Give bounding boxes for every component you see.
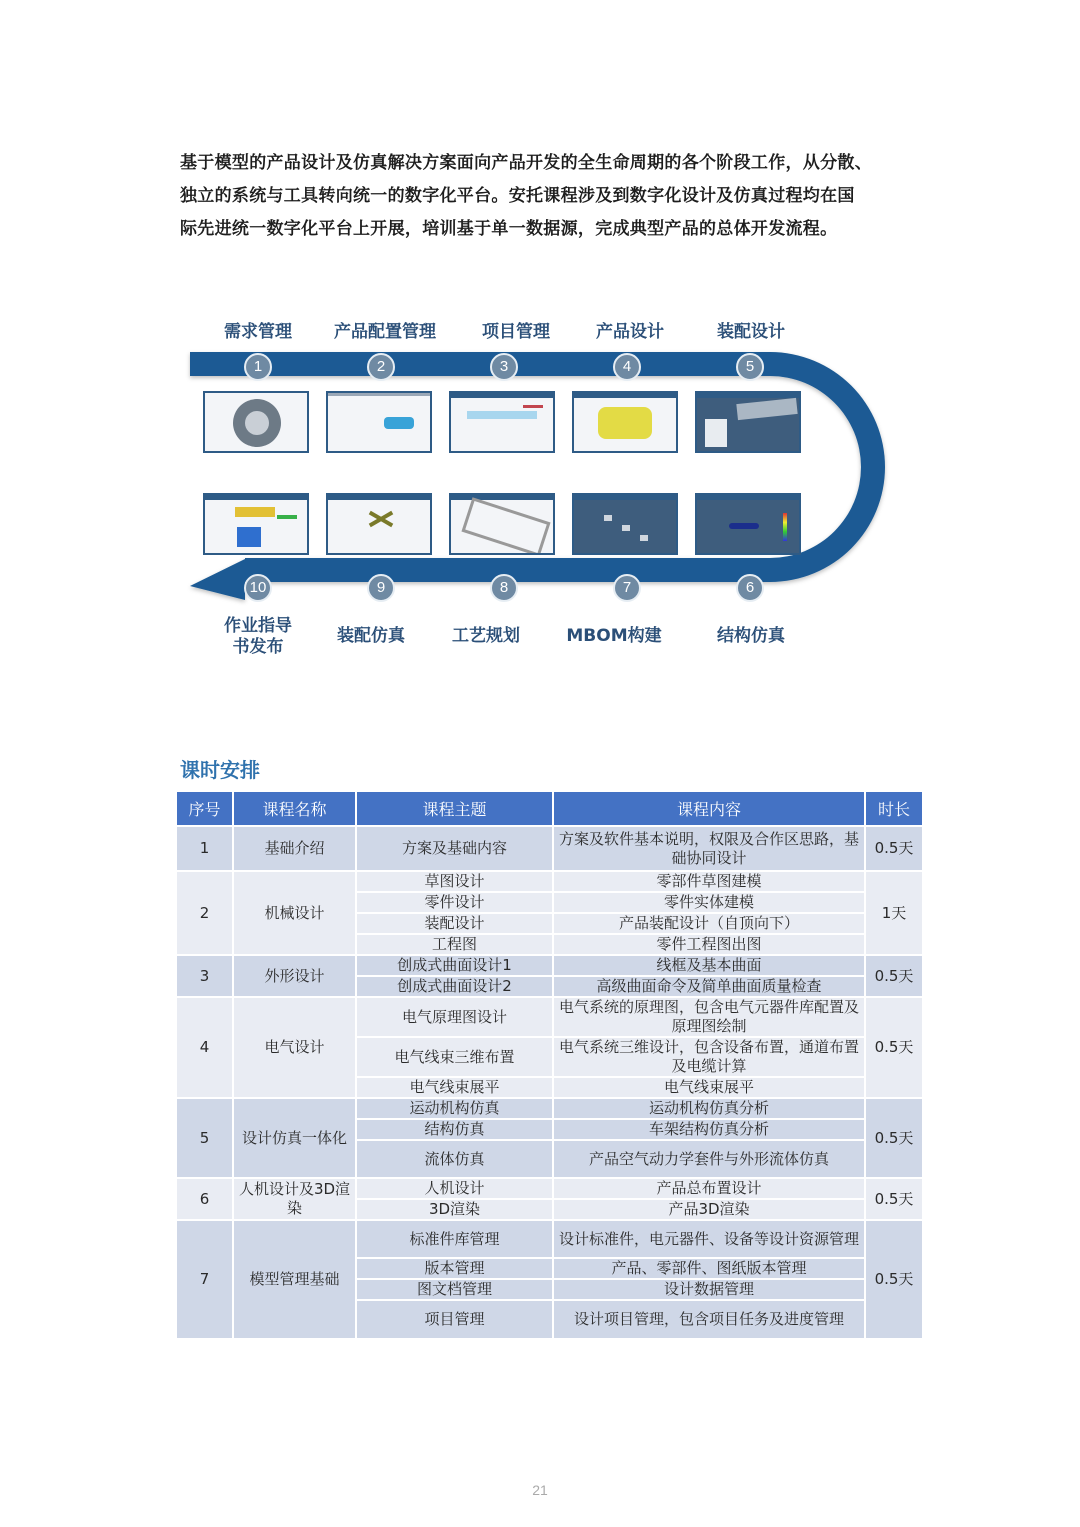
cell-content: 产品装配设计（自顶向下）	[554, 914, 864, 933]
intro-paragraph	[180, 147, 920, 246]
cell-topic: 人机设计	[357, 1179, 552, 1198]
thumbnail-process-planning	[449, 493, 555, 555]
cell-content: 零件实体建模	[554, 893, 864, 912]
cell-duration: 0.5天	[866, 1221, 922, 1338]
header-index: 序号	[177, 792, 232, 825]
cell-content: 电气系统的原理图，包含电气元器件库配置及原理图绘制	[554, 998, 864, 1036]
step-label-9: 装配仿真	[337, 626, 405, 646]
thumbnail-assembly-simulation	[326, 493, 432, 555]
cell-content: 产品总布置设计	[554, 1179, 864, 1198]
cell-content: 零部件草图建模	[554, 872, 864, 891]
cell-topic: 流体仿真	[357, 1141, 552, 1177]
step-label-6: 结构仿真	[717, 626, 785, 646]
thumbnail-structural-simulation	[695, 493, 801, 555]
cell-topic: 版本管理	[357, 1259, 552, 1278]
step-number-10: 10	[244, 574, 272, 602]
process-flow-diagram	[0, 300, 1080, 680]
cell-course-name: 基础介绍	[234, 827, 355, 870]
cell-index: 2	[177, 872, 232, 954]
table-row	[177, 1221, 922, 1257]
cell-content: 产品空气动力学套件与外形流体仿真	[554, 1141, 864, 1177]
page-number: 21	[532, 1482, 548, 1498]
step-label-8: 工艺规划	[452, 626, 520, 646]
cell-index: 3	[177, 956, 232, 996]
step-number-1: 1	[244, 353, 272, 381]
cell-topic: 电气线束三维布置	[357, 1038, 552, 1076]
cell-duration: 0.5天	[866, 998, 922, 1097]
step-label-1: 需求管理	[224, 322, 292, 342]
cell-duration: 0.5天	[866, 827, 922, 870]
cell-topic: 装配设计	[357, 914, 552, 933]
cell-index: 6	[177, 1179, 232, 1219]
thumbnail-assembly-design	[695, 391, 801, 453]
table-header-row	[177, 792, 922, 825]
step-label-10-line2: 书发布	[232, 637, 284, 657]
cell-index: 5	[177, 1099, 232, 1177]
cell-topic: 创成式曲面设计2	[357, 977, 552, 996]
table-row	[177, 1179, 922, 1198]
cell-course-name: 外形设计	[234, 956, 355, 996]
cell-duration: 0.5天	[866, 1099, 922, 1177]
table-row	[177, 827, 922, 870]
step-number-3: 3	[490, 353, 518, 381]
cell-course-name: 模型管理基础	[234, 1221, 355, 1338]
intro-line: 独立的系统与工具转向统一的数字化平台。安托课程涉及到数字化设计及仿真过程均在国	[180, 186, 855, 206]
step-number-9: 9	[367, 574, 395, 602]
intro-line: 基于模型的产品设计及仿真解决方案面向产品开发的全生命周期的各个阶段工作，从分散、	[180, 153, 872, 173]
thumbnail-project-management	[449, 391, 555, 453]
cell-content: 方案及软件基本说明，权限及合作区思路，基础协同设计	[554, 827, 864, 870]
cell-content: 电气线束展平	[554, 1078, 864, 1097]
cell-course-name: 设计仿真一体化	[234, 1099, 355, 1177]
cell-topic: 标准件库管理	[357, 1221, 552, 1257]
cell-topic: 零件设计	[357, 893, 552, 912]
intro-line: 际先进统一数字化平台上开展，培训基于单一数据源，完成典型产品的总体开发流程。	[180, 219, 838, 239]
flow-arrow-band	[0, 300, 1080, 680]
table-row	[177, 956, 922, 975]
cell-content: 电气系统三维设计，包含设备布置，通道布置及电缆计算	[554, 1038, 864, 1076]
table-row	[177, 1099, 922, 1118]
cell-course-name: 机械设计	[234, 872, 355, 954]
header-course-content: 课程内容	[554, 792, 864, 825]
cell-content: 车架结构仿真分析	[554, 1120, 864, 1139]
cell-topic: 项目管理	[357, 1301, 552, 1338]
cell-content: 设计项目管理，包含项目任务及进度管理	[554, 1301, 864, 1338]
step-label-2: 产品配置管理	[334, 322, 436, 342]
cell-index: 4	[177, 998, 232, 1097]
header-course-topic: 课程主题	[357, 792, 552, 825]
table-row	[177, 998, 922, 1036]
cell-topic: 电气原理图设计	[357, 998, 552, 1036]
step-label-7: MBOM构建	[566, 626, 662, 646]
thumbnail-product-configuration	[326, 391, 432, 453]
cell-topic: 电气线束展平	[357, 1078, 552, 1097]
step-label-3: 项目管理	[482, 322, 550, 342]
step-number-6: 6	[736, 574, 764, 602]
section-title: 课时安排	[180, 758, 260, 782]
thumbnail-requirement-management	[203, 391, 309, 453]
header-course-name: 课程名称	[234, 792, 355, 825]
cell-topic: 方案及基础内容	[357, 827, 552, 870]
cell-course-name: 人机设计及3D渲染	[234, 1179, 355, 1219]
thumbnail-product-design	[572, 391, 678, 453]
cell-content: 零件工程图出图	[554, 935, 864, 954]
cell-content: 高级曲面命令及简单曲面质量检查	[554, 977, 864, 996]
cell-topic: 草图设计	[357, 872, 552, 891]
cell-index: 7	[177, 1221, 232, 1338]
step-number-8: 8	[490, 574, 518, 602]
course-schedule-table	[175, 790, 924, 1340]
cell-content: 产品、零部件、图纸版本管理	[554, 1259, 864, 1278]
cell-topic: 运动机构仿真	[357, 1099, 552, 1118]
step-number-2: 2	[367, 353, 395, 381]
step-number-5: 5	[736, 353, 764, 381]
cell-course-name: 电气设计	[234, 998, 355, 1097]
thumbnail-work-instruction	[203, 493, 309, 555]
cell-content: 运动机构仿真分析	[554, 1099, 864, 1118]
cell-content: 设计标准件，电元器件、设备等设计资源管理	[554, 1221, 864, 1257]
cell-topic: 结构仿真	[357, 1120, 552, 1139]
step-label-10-line1: 作业指导	[224, 616, 292, 636]
table-row	[177, 872, 922, 891]
cell-content: 产品3D渲染	[554, 1200, 864, 1219]
cell-duration: 0.5天	[866, 956, 922, 996]
header-duration: 时长	[866, 792, 922, 825]
cell-duration: 0.5天	[866, 1179, 922, 1219]
cell-topic: 图文档管理	[357, 1280, 552, 1299]
cell-topic: 3D渲染	[357, 1200, 552, 1219]
step-number-7: 7	[613, 574, 641, 602]
cell-content: 线框及基本曲面	[554, 956, 864, 975]
step-number-4: 4	[613, 353, 641, 381]
step-label-5: 装配设计	[717, 322, 785, 342]
cell-duration: 1天	[866, 872, 922, 954]
step-label-4: 产品设计	[596, 322, 664, 342]
cell-topic: 工程图	[357, 935, 552, 954]
cell-topic: 创成式曲面设计1	[357, 956, 552, 975]
thumbnail-mbom-build	[572, 493, 678, 555]
cell-content: 设计数据管理	[554, 1280, 864, 1299]
cell-index: 1	[177, 827, 232, 870]
